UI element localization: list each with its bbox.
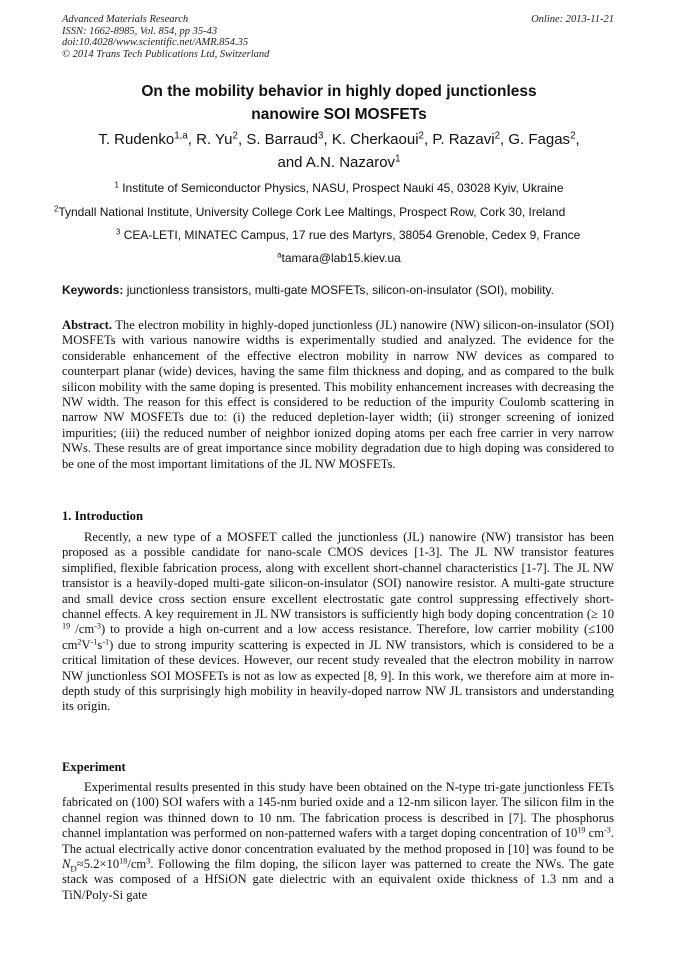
contact-email	[40, 251, 638, 265]
affiliation-text: CEA-LETI, MINATEC Campus, 17 rue des Martyrs, 38054 Grenoble, Cedex 9, France	[123, 228, 581, 242]
author-affil-mark: 2	[418, 130, 424, 142]
affiliation-text: Institute of Semiconductor Physics, NASU, Prospect Nauki 45, 03028 Kyiv, Ukraine	[122, 181, 564, 195]
affiliation-number: 1	[114, 180, 119, 190]
paper-title	[40, 80, 638, 126]
author-line-1: T. Rudenko$^{1,a}$, R. Yu$^2$, S. Barraud$^3$, K. Cherkaoui$^2$, P. Razavi$^2$, G. Fagas$^2$,	[98, 130, 580, 148]
affiliation-number: 3	[116, 227, 121, 237]
exp-text: /cm	[127, 857, 147, 872]
email-address[interactable]: tamara@lab15.kiev.ua	[281, 251, 401, 265]
affiliation-number: 2	[54, 204, 59, 214]
author-affil-mark: 1,a	[174, 130, 188, 142]
intro-sup: 2	[77, 637, 82, 647]
journal-header	[62, 14, 614, 60]
email-mark: a	[277, 250, 282, 260]
intro-sup: -1	[90, 637, 98, 647]
affiliation-text: Tyndall National Institute, University College Cork Lee Maltings, Prospect Row, Cork 30, Ireland	[58, 205, 566, 219]
exp-text: Experimental results presented in this study have been obtained on the N-type tri-gate junctionless FETs fabricated on (100) SOI wafers with a 145-nm buried oxide and a 12-nm silicon layer. The silicon film in the channel region was thinned down to 10 nm. The fabrication process is described in [7]. The phosphorus channel implantation was performed on non-patterned wafers with a target doping concentration of 10	[62, 780, 614, 841]
exp-sup: -3	[604, 825, 611, 835]
exp-sup: 18	[119, 856, 128, 866]
intro-text: ) to provide a high on-current and a low access resistance. Therefore, low carrier mobility (≤100 cm	[62, 622, 614, 652]
author-name: and A.N. Nazarov	[277, 154, 396, 171]
intro-sup: -1	[102, 637, 110, 647]
keywords-text: junctionless transistors, multi-gate MOSFETs, silicon-on-insulator (SOI), mobility.	[123, 283, 554, 297]
section-heading-experiment: Experiment	[62, 760, 126, 774]
intro-text: /cm	[70, 622, 95, 637]
title-line-2: nanowire SOI MOSFETs	[251, 106, 427, 123]
author-name: P. Razavi	[432, 131, 495, 148]
affiliation-2	[54, 205, 634, 219]
abstract	[62, 318, 614, 472]
intro-text: s	[97, 637, 103, 652]
affiliation-1	[40, 181, 638, 195]
author-name: T. Rudenko	[98, 131, 175, 148]
author-affil-mark: 1	[395, 153, 401, 165]
intro-text: ) due to strong impurity scattering is expected in JL NW transistors, which is considered to be a critical limitation of these devices. However, our recent study revealed that the electron mobility in narrow NW junctionless SOI MOSFETs is not as low as expected [8, 9]. In this work, we therefore aim at more in-depth study of this surprisingly high mobility in heavily-doped narrow NW JL transistors and understanding its origin.	[62, 637, 614, 714]
copyright-line: © 2014 Trans Tech Publications Ltd, Switzerland	[62, 48, 270, 60]
author-name: S. Barraud	[246, 131, 319, 148]
experiment-paragraph	[62, 780, 614, 903]
intro-text: V	[81, 637, 91, 652]
author-affil-mark: 2	[570, 130, 576, 142]
keywords-label: Keywords:	[62, 283, 124, 297]
exp-sup: 19	[577, 825, 586, 835]
author-list	[40, 128, 638, 174]
keywords	[62, 283, 614, 298]
author-line-2	[40, 151, 638, 174]
exp-text: ≈5.2×10	[76, 857, 120, 872]
exp-text: . Following the film doping, the silicon layer was patterned to create the NWs. The gate stack was composed of a HfSiON gate dielectric with an equivalent oxide thickness of 1.3 nm and a TiN/Poly-Si gate	[62, 857, 614, 902]
intro-sup: -3	[94, 621, 101, 631]
abstract-label: Abstract.	[62, 318, 113, 332]
intro-text: Recently, a new type of a MOSFET called the junctionless (JL) nanowire (NW) transistor has been proposed as a possible candidate for nano-scale CMOS devices [1-3]. The JL NW transistor features simplified, flexible fabrication process, along with excellent short-channel characteristics [1-7]. The JL NW transistor is a heavily-doped multi-gate silicon-on-insulator (SOI) nanowire resistor. A multi-gate structure and small device cross section ensure excellent electrostatic gate control suppressing effectively short-channel effects. A key requirement in JL NW transistors is sufficiently high body doping concentration (≥ 10	[62, 530, 614, 622]
author-affil-mark: 3	[318, 130, 324, 142]
introduction-paragraph	[62, 530, 614, 715]
author-affil-mark: 2	[232, 130, 238, 142]
exp-sub: D	[70, 863, 77, 874]
title-line-1: On the mobility behavior in highly doped junctionless	[141, 83, 537, 100]
section-heading-introduction: 1. Introduction	[62, 509, 143, 523]
exp-sup: 3	[146, 856, 151, 866]
issn-line: ISSN: 1662-8985, Vol. 854, pp 35-43	[62, 25, 218, 37]
author-name: R. Yu	[196, 131, 233, 148]
online-date: Online: 2013-11-21	[531, 14, 614, 25]
author-name: G. Fagas	[508, 131, 571, 148]
affiliation-3	[116, 228, 636, 242]
exp-text: . The actual electrically active donor concentration evaluated by the method proposed in [10] was found to be	[62, 826, 614, 856]
journal-name: Advanced Materials Research	[62, 14, 189, 25]
exp-symbol: N	[62, 857, 71, 872]
author-name: K. Cherkaoui	[331, 131, 419, 148]
exp-text: cm	[585, 826, 604, 841]
doi-line[interactable]: doi:10.4028/www.scientific.net/AMR.854.35	[62, 37, 249, 48]
abstract-text: The electron mobility in highly-doped junctionless (JL) nanowire (NW) silicon-on-insulator (SOI) MOSFETs with various nanowire widths is experimentally studied and analyzed. The evidence for the considerable enhancement of the effective electron mobility in narrow NW devices as compared to counterpart planar (wide) devices, having the same film thickness and doping, and as compared to the bulk silicon mobility with the same doping is presented. This mobility enhancement increases with decreasing the NW width. The reason for this effect is considered to be reduction of the impurity Coulomb scattering in narrow NW MOSFETs due to: (i) the reduced depletion-layer width; (ii) stronger screening of ionized impurities; (iii) the reduced number of neighbor ionized doping atoms per each free carrier in very narrow NWs. These results are of great importance since mobility degradation due to high doping was considered to be one of the most important limitations of the JL NW MOSFETs.	[62, 318, 614, 471]
author-affil-mark: 2	[494, 130, 501, 142]
intro-sup: 19	[62, 621, 71, 631]
